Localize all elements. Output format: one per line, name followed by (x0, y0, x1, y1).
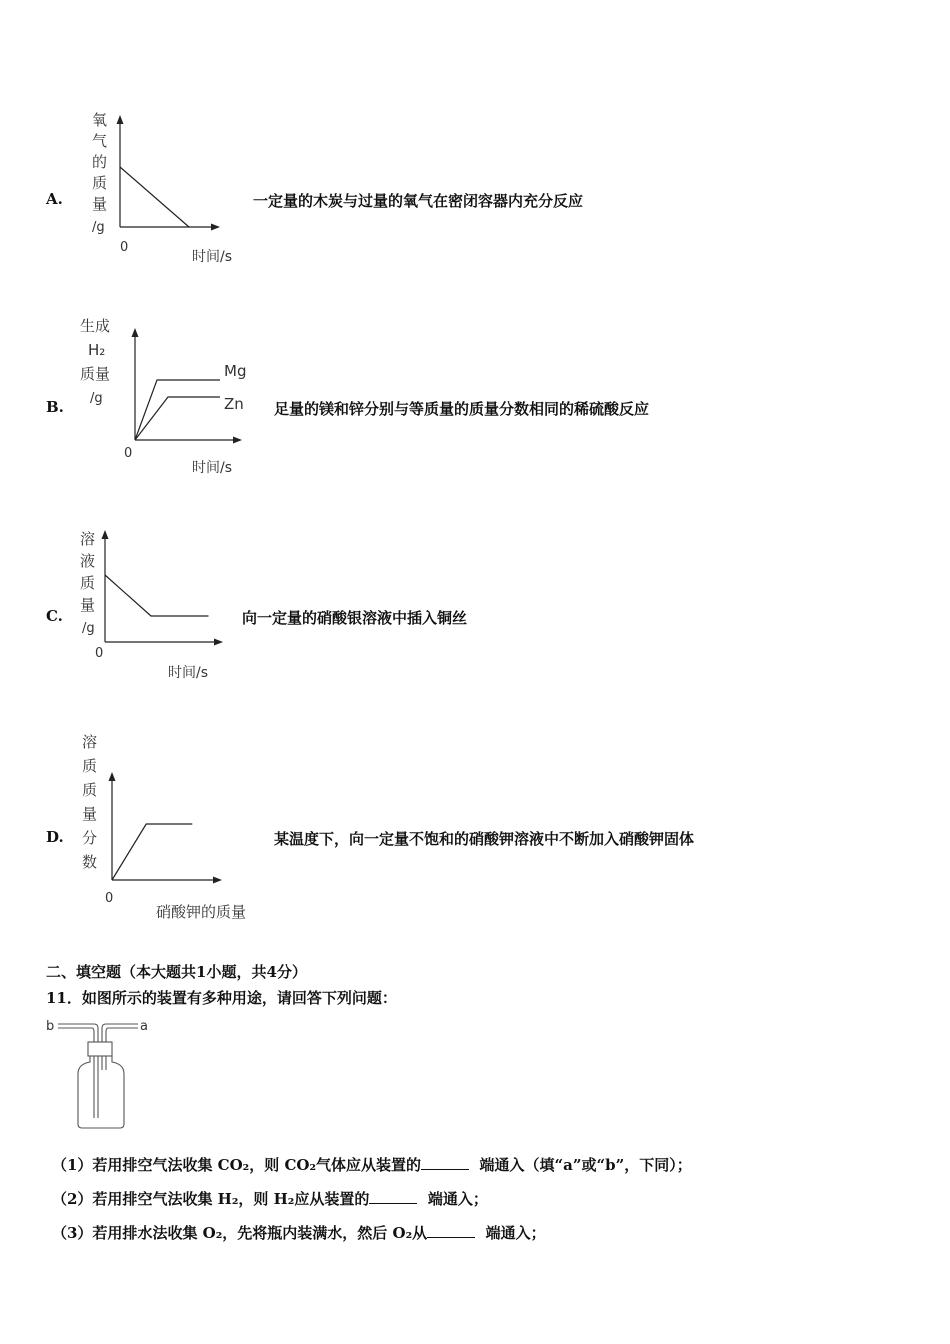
chart-d-ylabel-char-5: 数 (82, 853, 98, 871)
chart-a-ylabel-char-4: 量 (92, 195, 108, 213)
sub-question-1-text-b: 端通入（填“a”或“b”，下同）； (479, 1156, 692, 1174)
chart-b-ylabel-line-0: 生成 (80, 317, 111, 335)
option-b-description: 足量的镁和锌分别与等质量的质量分数相同的稀硫酸反应 (274, 400, 650, 418)
sub-question-3-text-a: （3）若用排水法收集 O₂，先将瓶内装满水，然后 O₂从 (52, 1224, 428, 1242)
option-d-label: D. (46, 828, 64, 846)
chart-d-y-arrow (109, 772, 116, 781)
option-d-description: 某温度下，向一定量不饱和的硝酸钾溶液中不断加入硝酸钾固体 (274, 830, 695, 848)
chart-a-y-arrow (117, 115, 124, 124)
chart-c-ylabel-char-3: 量 (80, 596, 96, 614)
chart-a-ylabel-unit: /g (92, 220, 105, 235)
option-a-label: A. (46, 190, 63, 208)
chart-a-ylabel-char-3: 质 (92, 174, 108, 192)
bottle-outline (58, 1024, 138, 1128)
chart-c-y-arrow (102, 530, 109, 539)
chart-d-ylabel-char-1: 质 (82, 757, 98, 775)
chart-b-origin: 0 (124, 446, 133, 461)
chart-b-ylabel-line-1: H₂ (88, 341, 106, 359)
section-2-title: 二、填空题（本大题共1小题，共4分） (46, 963, 307, 981)
port-a-label: a (140, 1019, 148, 1034)
sub-question-1 (52, 1154, 692, 1175)
sub-question-2-text-b: 端通入； (427, 1190, 488, 1208)
chart-d-ylabel-char-4: 分 (82, 829, 98, 847)
chart-a-ylabel-char-1: 气 (92, 132, 108, 150)
chart-d-xlabel: 硝酸钾的质量 (156, 903, 247, 921)
chart-b-xlabel: 时间/s (192, 460, 233, 476)
option-c-label: C. (46, 607, 63, 625)
gas-bottle-diagram (40, 1012, 170, 1137)
sub-question-3-text-b: 端通入； (485, 1224, 546, 1242)
port-b-label: b (46, 1019, 55, 1034)
chart-d-origin: 0 (105, 891, 114, 906)
chart-a-series-line-0 (120, 167, 189, 227)
chart-c-series-line-0 (105, 575, 209, 616)
chart-b-ylabel-line-3: /g (90, 391, 103, 406)
option-b-label: B. (46, 398, 64, 416)
chart-d-x-arrow (213, 877, 222, 884)
sub-question-3 (52, 1222, 546, 1243)
option-c-description: 向一定量的硝酸银溶液中插入铜丝 (242, 609, 468, 627)
chart-b-ylabel-line-2: 质量 (80, 365, 111, 383)
chart-d-ylabel-char-0: 溶 (82, 733, 98, 751)
sub-question-3-blank[interactable] (427, 1225, 475, 1238)
chart-d-ylabel-char-3: 量 (82, 805, 98, 823)
sub-question-1-blank[interactable] (421, 1157, 469, 1170)
sub-question-2-blank[interactable] (369, 1191, 417, 1204)
chart-d-series-line-0 (112, 824, 192, 880)
chart-a-ylabel-char-2: 的 (92, 153, 108, 171)
sub-question-2 (52, 1188, 488, 1209)
chart-c-origin: 0 (95, 646, 104, 661)
chart-b-series-label-zn: Zn (224, 395, 244, 413)
chart-b (78, 312, 268, 482)
sub-question-1-text-a: （1）若用排空气法收集 CO₂，则 CO₂气体应从装置的 (52, 1156, 422, 1174)
chart-c-x-arrow (214, 639, 223, 646)
chart-d (78, 730, 268, 925)
option-a-description: 一定量的木炭与过量的氧气在密闭容器内充分反应 (253, 192, 584, 210)
chart-b-x-arrow (233, 437, 242, 444)
sub-question-2-text-a: （2）若用排空气法收集 H₂，则 H₂应从装置的 (52, 1190, 370, 1208)
chart-c-ylabel-char-2: 质 (80, 574, 96, 592)
chart-b-series-line-0 (135, 380, 220, 440)
chart-b-series-line-1 (135, 397, 220, 440)
chart-b-series-label-mg: Mg (224, 362, 247, 380)
chart-b-y-arrow (132, 328, 139, 337)
chart-d-ylabel-char-2: 质 (82, 781, 98, 799)
chart-a-origin: 0 (120, 240, 129, 255)
chart-a-xlabel: 时间/s (192, 249, 233, 265)
chart-c-ylabel-char-1: 液 (80, 552, 96, 570)
chart-c (76, 522, 246, 687)
chart-c-ylabel-char-0: 溶 (80, 530, 96, 548)
question-11-stem: 11．如图所示的装置有多种用途，请回答下列问题： (46, 989, 397, 1007)
chart-a-x-arrow (211, 224, 220, 231)
chart-c-ylabel-unit: /g (82, 621, 95, 636)
chart-c-xlabel: 时间/s (168, 665, 209, 681)
chart-a (80, 105, 250, 275)
chart-a-ylabel-char-0: 氧 (92, 111, 108, 129)
